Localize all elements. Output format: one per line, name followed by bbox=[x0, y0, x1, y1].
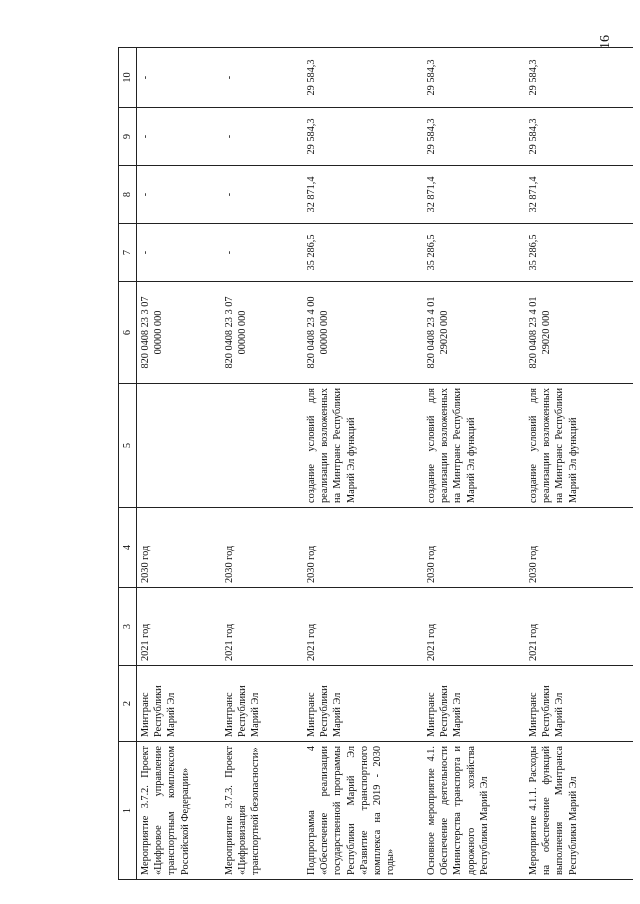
amount-cell: 29 584,3 bbox=[423, 48, 525, 108]
measure-name-cell: Подпрограмма 4 «Обеспечение реализации государственной программы Республики Марий Эл «Развитие транспортного комплекса на 2019 - 2030 годы» bbox=[303, 742, 423, 880]
end-year-cell: 2030 год bbox=[137, 508, 222, 588]
amount-cell: - bbox=[221, 166, 303, 224]
end-year-cell: 2030 год bbox=[525, 508, 633, 588]
amount-cell: - bbox=[137, 108, 222, 166]
result-cell bbox=[221, 384, 303, 508]
amount-cell: 29 584,3 bbox=[303, 48, 423, 108]
end-year-cell: 2030 год bbox=[423, 508, 525, 588]
table-row bbox=[303, 48, 423, 880]
header-cell: 10 bbox=[119, 48, 137, 108]
header-cell: 9 bbox=[119, 108, 137, 166]
header-cell: 6 bbox=[119, 282, 137, 384]
amount-cell: - bbox=[137, 48, 222, 108]
start-year-cell: 2021 год bbox=[137, 588, 222, 666]
result-cell: создание условий для реализации возложенных на Минтранс Республики Марий Эл функций bbox=[423, 384, 525, 508]
amount-cell: 32 871,4 bbox=[303, 166, 423, 224]
table-row bbox=[423, 48, 525, 880]
end-year-cell: 2030 год bbox=[303, 508, 423, 588]
amount-cell: 29 584,3 bbox=[303, 108, 423, 166]
amount-cell: 29 584,3 bbox=[525, 108, 633, 166]
executor-cell: Минтранс Республики Марий Эл bbox=[137, 666, 222, 742]
result-cell: создание условий для реализации возложенных на Минтранс Республики Марий Эл функций bbox=[525, 384, 633, 508]
amount-cell: 35 286,5 bbox=[525, 224, 633, 282]
result-cell bbox=[137, 384, 222, 508]
budget-code-cell: 820 0408 23 3 07 00000 000 bbox=[221, 282, 303, 384]
start-year-cell: 2021 год bbox=[221, 588, 303, 666]
header-row bbox=[119, 48, 137, 880]
measure-name-cell: Мероприятие 4.1.1. Расходы на обеспечение функций выполнения Минтранса Республики Марий Эл bbox=[525, 742, 633, 880]
amount-cell: 29 584,3 bbox=[525, 48, 633, 108]
executor-cell: Минтранс Республики Марий Эл bbox=[423, 666, 525, 742]
executor-cell: Минтранс Республики Марий Эл bbox=[525, 666, 633, 742]
header-cell: 5 bbox=[119, 384, 137, 508]
measure-name-cell: Основное мероприятие 4.1. Обеспечение деятельности Министерства транспорта и дорожного хозяйства Республики Марий Эл bbox=[423, 742, 525, 880]
amount-cell: - bbox=[137, 224, 222, 282]
executor-cell: Минтранс Республики Марий Эл bbox=[303, 666, 423, 742]
budget-code-cell: 820 0408 23 4 01 29020 000 bbox=[423, 282, 525, 384]
amount-cell: 35 286,5 bbox=[423, 224, 525, 282]
header-cell: 3 bbox=[119, 588, 137, 666]
amount-cell: 29 584,3 bbox=[423, 108, 525, 166]
start-year-cell: 2021 год bbox=[423, 588, 525, 666]
budget-code-cell: 820 0408 23 4 00 00000 000 bbox=[303, 282, 423, 384]
amount-cell: - bbox=[137, 166, 222, 224]
result-cell: создание условий для реализации возложенных на Минтранс Республики Марий Эл функций bbox=[303, 384, 423, 508]
amount-cell: - bbox=[221, 108, 303, 166]
table-row bbox=[221, 48, 303, 880]
table-row bbox=[525, 48, 633, 880]
start-year-cell: 2021 год bbox=[303, 588, 423, 666]
executor-cell: Минтранс Республики Марий Эл bbox=[221, 666, 303, 742]
amount-cell: - bbox=[221, 48, 303, 108]
header-cell: 4 bbox=[119, 508, 137, 588]
amount-cell: 32 871,4 bbox=[423, 166, 525, 224]
program-table bbox=[118, 47, 633, 880]
table-row bbox=[137, 48, 222, 880]
start-year-cell: 2021 год bbox=[525, 588, 633, 666]
page-number: 16 bbox=[598, 35, 613, 49]
end-year-cell: 2030 год bbox=[221, 508, 303, 588]
amount-cell: - bbox=[221, 224, 303, 282]
header-cell: 7 bbox=[119, 224, 137, 282]
measure-name-cell: Мероприятие 3.7.2. Проект «Цифровое управление транспортным комплексом Российской Федерации» bbox=[137, 742, 222, 880]
measure-name-cell: Мероприятие 3.7.3. Проект «Цифровизация транспортной безопасности» bbox=[221, 742, 303, 880]
budget-code-cell: 820 0408 23 3 07 00000 000 bbox=[137, 282, 222, 384]
header-cell: 8 bbox=[119, 166, 137, 224]
rotated-table-container bbox=[118, 48, 626, 880]
budget-code-cell: 820 0408 23 4 01 29020 000 bbox=[525, 282, 633, 384]
header-cell: 1 bbox=[119, 742, 137, 880]
amount-cell: 35 286,5 bbox=[303, 224, 423, 282]
amount-cell: 32 871,4 bbox=[525, 166, 633, 224]
header-cell: 2 bbox=[119, 666, 137, 742]
